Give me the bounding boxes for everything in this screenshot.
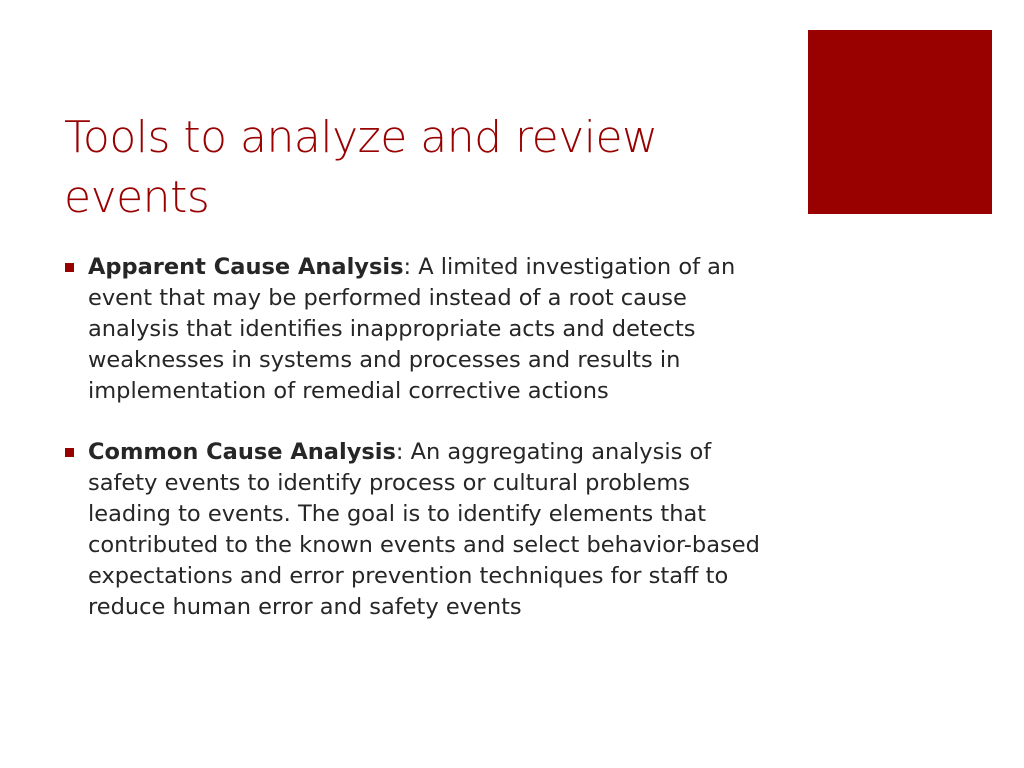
- bullet-separator: :: [403, 254, 412, 280]
- slide-title: Tools to analyze and review events: [64, 112, 658, 223]
- bullet-definition: A limited investigation of an event that may be performed instead of a root cause analysis that identifies inappropriate acts and detects weaknesses in systems and processes and results in implementation of remedial corrective actions: [88, 254, 736, 404]
- bullet-list: [64, 252, 774, 653]
- bullet-term: Common Cause Analysis: [88, 439, 396, 465]
- bullet-item-apparent-cause: [64, 252, 774, 407]
- bullet-definition: An aggregating analysis of safety events to identify process or cultural problems leading to events. The goal is to identify elements that contributed to the known events and select behavior-based expectations and error prevention techniques for staff to reduce human error and safety events: [88, 439, 760, 620]
- square-bullet-icon: [65, 448, 74, 457]
- bullet-separator: :: [395, 439, 404, 465]
- square-bullet-icon: [65, 263, 74, 272]
- accent-block: [808, 30, 992, 214]
- bullet-term: Apparent Cause Analysis: [88, 254, 404, 280]
- bullet-item-common-cause: [64, 437, 774, 623]
